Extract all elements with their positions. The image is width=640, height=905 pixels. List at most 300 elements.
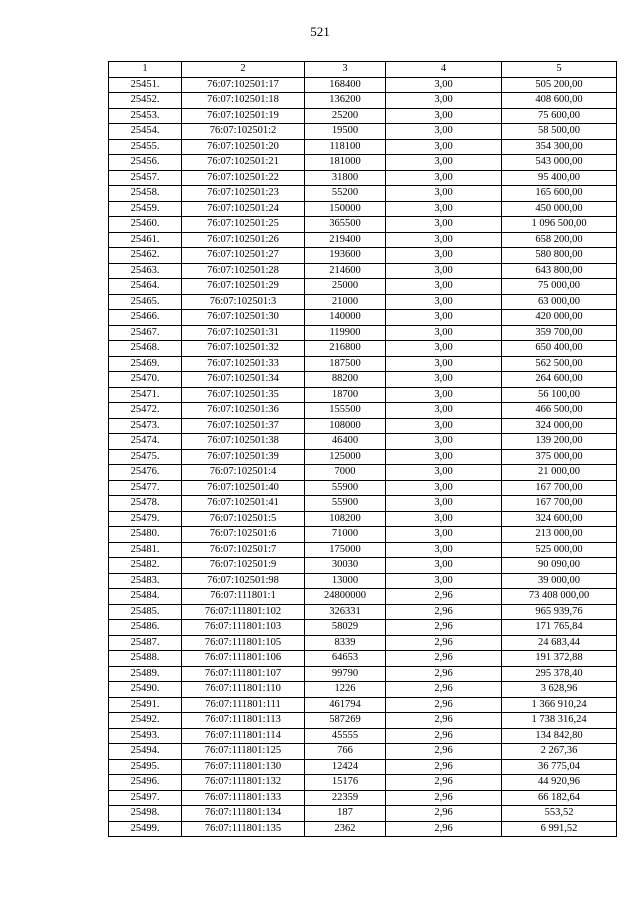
area-cell: 168400 [305, 77, 386, 93]
rate-cell: 3,00 [386, 372, 502, 388]
rate-cell: 2,96 [386, 759, 502, 775]
amount-cell: 213 000,00 [502, 527, 617, 543]
table-row [109, 93, 617, 109]
column-header-3: 3 [305, 62, 386, 78]
rate-cell: 3,00 [386, 341, 502, 357]
cadastral-number-cell: 76:07:102501:3 [182, 294, 305, 310]
table-row [109, 201, 617, 217]
area-cell: 108000 [305, 418, 386, 434]
row-number-cell: 25472. [109, 403, 182, 419]
rate-cell: 3,00 [386, 310, 502, 326]
table-row [109, 806, 617, 822]
rate-cell: 3,00 [386, 387, 502, 403]
table-row [109, 511, 617, 527]
table-row [109, 434, 617, 450]
rate-cell: 3,00 [386, 217, 502, 233]
area-cell: 21000 [305, 294, 386, 310]
row-number-cell: 25486. [109, 620, 182, 636]
row-number-cell: 25483. [109, 573, 182, 589]
amount-cell: 354 300,00 [502, 139, 617, 155]
row-number-cell: 25467. [109, 325, 182, 341]
cadastral-number-cell: 76:07:111801:130 [182, 759, 305, 775]
area-cell: 150000 [305, 201, 386, 217]
rate-cell: 3,00 [386, 186, 502, 202]
amount-cell: 562 500,00 [502, 356, 617, 372]
amount-cell: 66 182,64 [502, 790, 617, 806]
cadastral-number-cell: 76:07:102501:24 [182, 201, 305, 217]
table-row [109, 744, 617, 760]
table-row [109, 496, 617, 512]
amount-cell: 63 000,00 [502, 294, 617, 310]
cadastral-number-cell: 76:07:111801:107 [182, 666, 305, 682]
amount-cell: 24 683,44 [502, 635, 617, 651]
cadastral-number-cell: 76:07:102501:36 [182, 403, 305, 419]
row-number-cell: 25473. [109, 418, 182, 434]
table-row [109, 589, 617, 605]
row-number-cell: 25481. [109, 542, 182, 558]
cadastral-number-cell: 76:07:102501:4 [182, 465, 305, 481]
amount-cell: 36 775,04 [502, 759, 617, 775]
table-row [109, 775, 617, 791]
table-row [109, 480, 617, 496]
row-number-cell: 25459. [109, 201, 182, 217]
table-row [109, 620, 617, 636]
rate-cell: 2,96 [386, 821, 502, 837]
table-row [109, 418, 617, 434]
cadastral-number-cell: 76:07:102501:27 [182, 248, 305, 264]
table-row [109, 170, 617, 186]
row-number-cell: 25453. [109, 108, 182, 124]
row-number-cell: 25464. [109, 279, 182, 295]
cadastral-number-cell: 76:07:102501:32 [182, 341, 305, 357]
rate-cell: 3,00 [386, 542, 502, 558]
rate-cell: 3,00 [386, 248, 502, 264]
amount-cell: 466 500,00 [502, 403, 617, 419]
table-row [109, 310, 617, 326]
cadastral-number-cell: 76:07:111801:133 [182, 790, 305, 806]
area-cell: 19500 [305, 124, 386, 140]
amount-cell: 1 366 910,24 [502, 697, 617, 713]
table-row [109, 604, 617, 620]
row-number-cell: 25489. [109, 666, 182, 682]
table-row [109, 666, 617, 682]
cadastral-number-cell: 76:07:111801:110 [182, 682, 305, 698]
amount-cell: 324 600,00 [502, 511, 617, 527]
cadastral-number-cell: 76:07:111801:105 [182, 635, 305, 651]
row-number-cell: 25458. [109, 186, 182, 202]
table-row [109, 387, 617, 403]
amount-cell: 39 000,00 [502, 573, 617, 589]
column-header-2: 2 [182, 62, 305, 78]
cadastral-number-cell: 76:07:111801:134 [182, 806, 305, 822]
cadastral-number-cell: 76:07:102501:22 [182, 170, 305, 186]
rate-cell: 2,96 [386, 589, 502, 605]
area-cell: 155500 [305, 403, 386, 419]
amount-cell: 167 700,00 [502, 480, 617, 496]
rate-cell: 2,96 [386, 713, 502, 729]
area-cell: 216800 [305, 341, 386, 357]
cadastral-number-cell: 76:07:111801:125 [182, 744, 305, 760]
amount-cell: 6 991,52 [502, 821, 617, 837]
row-number-cell: 25495. [109, 759, 182, 775]
area-cell: 58029 [305, 620, 386, 636]
rate-cell: 3,00 [386, 155, 502, 171]
rate-cell: 3,00 [386, 573, 502, 589]
area-cell: 99790 [305, 666, 386, 682]
area-cell: 766 [305, 744, 386, 760]
row-number-cell: 25482. [109, 558, 182, 574]
amount-cell: 58 500,00 [502, 124, 617, 140]
table-row [109, 341, 617, 357]
row-number-cell: 25480. [109, 527, 182, 543]
row-number-cell: 25457. [109, 170, 182, 186]
rate-cell: 3,00 [386, 558, 502, 574]
row-number-cell: 25487. [109, 635, 182, 651]
table-row [109, 635, 617, 651]
table-row [109, 263, 617, 279]
rate-cell: 3,00 [386, 232, 502, 248]
area-cell: 30030 [305, 558, 386, 574]
row-number-cell: 25470. [109, 372, 182, 388]
amount-cell: 95 400,00 [502, 170, 617, 186]
cadastral-number-cell: 76:07:111801:132 [182, 775, 305, 791]
area-cell: 25200 [305, 108, 386, 124]
row-number-cell: 25455. [109, 139, 182, 155]
amount-cell: 1 096 500,00 [502, 217, 617, 233]
amount-cell: 2 267,36 [502, 744, 617, 760]
row-number-cell: 25469. [109, 356, 182, 372]
area-cell: 45555 [305, 728, 386, 744]
data-table [108, 61, 617, 837]
cadastral-number-cell: 76:07:111801:106 [182, 651, 305, 667]
amount-cell: 408 600,00 [502, 93, 617, 109]
rate-cell: 3,00 [386, 356, 502, 372]
cadastral-number-cell: 76:07:102501:9 [182, 558, 305, 574]
area-cell: 461794 [305, 697, 386, 713]
cadastral-number-cell: 76:07:102501:41 [182, 496, 305, 512]
table-row [109, 449, 617, 465]
row-number-cell: 25474. [109, 434, 182, 450]
rate-cell: 2,96 [386, 790, 502, 806]
cadastral-number-cell: 76:07:102501:35 [182, 387, 305, 403]
row-number-cell: 25499. [109, 821, 182, 837]
table-row [109, 465, 617, 481]
row-number-cell: 25491. [109, 697, 182, 713]
area-cell: 214600 [305, 263, 386, 279]
amount-cell: 1 738 316,24 [502, 713, 617, 729]
page-number: 521 [310, 24, 330, 39]
cadastral-number-cell: 76:07:111801:103 [182, 620, 305, 636]
row-number-cell: 25452. [109, 93, 182, 109]
row-number-cell: 25468. [109, 341, 182, 357]
amount-cell: 21 000,00 [502, 465, 617, 481]
amount-cell: 139 200,00 [502, 434, 617, 450]
rate-cell: 3,00 [386, 434, 502, 450]
amount-cell: 191 372,88 [502, 651, 617, 667]
cadastral-number-cell: 76:07:102501:23 [182, 186, 305, 202]
area-cell: 55200 [305, 186, 386, 202]
rate-cell: 3,00 [386, 511, 502, 527]
cadastral-number-cell: 76:07:102501:25 [182, 217, 305, 233]
amount-cell: 553,52 [502, 806, 617, 822]
table-row [109, 155, 617, 171]
area-cell: 2362 [305, 821, 386, 837]
rate-cell: 2,96 [386, 775, 502, 791]
area-cell: 24800000 [305, 589, 386, 605]
cadastral-number-cell: 76:07:102501:98 [182, 573, 305, 589]
row-number-cell: 25485. [109, 604, 182, 620]
amount-cell: 543 000,00 [502, 155, 617, 171]
rate-cell: 2,96 [386, 604, 502, 620]
table-row [109, 790, 617, 806]
rate-cell: 2,96 [386, 651, 502, 667]
row-number-cell: 25493. [109, 728, 182, 744]
rate-cell: 2,96 [386, 682, 502, 698]
rate-cell: 3,00 [386, 170, 502, 186]
table-row [109, 821, 617, 837]
row-number-cell: 25477. [109, 480, 182, 496]
cadastral-number-cell: 76:07:102501:29 [182, 279, 305, 295]
area-cell: 22359 [305, 790, 386, 806]
cadastral-number-cell: 76:07:111801:114 [182, 728, 305, 744]
table-row [109, 108, 617, 124]
row-number-cell: 25465. [109, 294, 182, 310]
amount-cell: 324 000,00 [502, 418, 617, 434]
row-number-cell: 25461. [109, 232, 182, 248]
row-number-cell: 25488. [109, 651, 182, 667]
area-cell: 71000 [305, 527, 386, 543]
amount-cell: 650 400,00 [502, 341, 617, 357]
amount-cell: 75 600,00 [502, 108, 617, 124]
rate-cell: 2,96 [386, 697, 502, 713]
amount-cell: 580 800,00 [502, 248, 617, 264]
area-cell: 140000 [305, 310, 386, 326]
cadastral-number-cell: 76:07:111801:1 [182, 589, 305, 605]
rate-cell: 3,00 [386, 294, 502, 310]
rate-cell: 2,96 [386, 635, 502, 651]
area-cell: 7000 [305, 465, 386, 481]
rate-cell: 2,96 [386, 620, 502, 636]
cadastral-number-cell: 76:07:111801:111 [182, 697, 305, 713]
amount-cell: 171 765,84 [502, 620, 617, 636]
row-number-cell: 25494. [109, 744, 182, 760]
cadastral-number-cell: 76:07:102501:34 [182, 372, 305, 388]
cadastral-number-cell: 76:07:102501:2 [182, 124, 305, 140]
row-number-cell: 25462. [109, 248, 182, 264]
amount-cell: 525 000,00 [502, 542, 617, 558]
table-row [109, 139, 617, 155]
table-row [109, 713, 617, 729]
cadastral-number-cell: 76:07:102501:20 [182, 139, 305, 155]
row-number-cell: 25466. [109, 310, 182, 326]
amount-cell: 375 000,00 [502, 449, 617, 465]
cadastral-number-cell: 76:07:102501:21 [182, 155, 305, 171]
row-number-cell: 25484. [109, 589, 182, 605]
cadastral-number-cell: 76:07:102501:28 [182, 263, 305, 279]
rate-cell: 3,00 [386, 527, 502, 543]
cadastral-number-cell: 76:07:102501:17 [182, 77, 305, 93]
row-number-cell: 25497. [109, 790, 182, 806]
rate-cell: 2,96 [386, 728, 502, 744]
amount-cell: 295 378,40 [502, 666, 617, 682]
cadastral-number-cell: 76:07:102501:26 [182, 232, 305, 248]
table-row [109, 77, 617, 93]
area-cell: 187500 [305, 356, 386, 372]
amount-cell: 450 000,00 [502, 201, 617, 217]
row-number-cell: 25476. [109, 465, 182, 481]
table-row [109, 542, 617, 558]
amount-cell: 3 628,96 [502, 682, 617, 698]
area-cell: 8339 [305, 635, 386, 651]
amount-cell: 264 600,00 [502, 372, 617, 388]
rate-cell: 3,00 [386, 139, 502, 155]
area-cell: 108200 [305, 511, 386, 527]
table-row [109, 759, 617, 775]
rate-cell: 3,00 [386, 279, 502, 295]
table-row [109, 325, 617, 341]
rate-cell: 3,00 [386, 201, 502, 217]
cadastral-number-cell: 76:07:102501:18 [182, 93, 305, 109]
amount-cell: 44 920,96 [502, 775, 617, 791]
table-row [109, 651, 617, 667]
area-cell: 193600 [305, 248, 386, 264]
area-cell: 326331 [305, 604, 386, 620]
cadastral-number-cell: 76:07:102501:40 [182, 480, 305, 496]
rate-cell: 3,00 [386, 108, 502, 124]
area-cell: 136200 [305, 93, 386, 109]
row-number-cell: 25490. [109, 682, 182, 698]
row-number-cell: 25475. [109, 449, 182, 465]
area-cell: 181000 [305, 155, 386, 171]
cadastral-number-cell: 76:07:111801:102 [182, 604, 305, 620]
table-row [109, 573, 617, 589]
area-cell: 118100 [305, 139, 386, 155]
area-cell: 587269 [305, 713, 386, 729]
area-cell: 175000 [305, 542, 386, 558]
amount-cell: 643 800,00 [502, 263, 617, 279]
cadastral-number-cell: 76:07:102501:19 [182, 108, 305, 124]
amount-cell: 90 090,00 [502, 558, 617, 574]
cadastral-number-cell: 76:07:102501:6 [182, 527, 305, 543]
amount-cell: 359 700,00 [502, 325, 617, 341]
table-row [109, 217, 617, 233]
rate-cell: 3,00 [386, 325, 502, 341]
row-number-cell: 25492. [109, 713, 182, 729]
area-cell: 1226 [305, 682, 386, 698]
rate-cell: 3,00 [386, 124, 502, 140]
cadastral-number-cell: 76:07:111801:135 [182, 821, 305, 837]
rate-cell: 3,00 [386, 93, 502, 109]
amount-cell: 505 200,00 [502, 77, 617, 93]
table-row [109, 248, 617, 264]
cadastral-number-cell: 76:07:111801:113 [182, 713, 305, 729]
table-row [109, 124, 617, 140]
row-number-cell: 25478. [109, 496, 182, 512]
cadastral-number-cell: 76:07:102501:33 [182, 356, 305, 372]
table-body [109, 77, 617, 837]
rate-cell: 2,96 [386, 744, 502, 760]
amount-cell: 165 600,00 [502, 186, 617, 202]
table-row [109, 279, 617, 295]
cadastral-number-cell: 76:07:102501:30 [182, 310, 305, 326]
area-cell: 18700 [305, 387, 386, 403]
row-number-cell: 25496. [109, 775, 182, 791]
amount-cell: 134 842,80 [502, 728, 617, 744]
table-row [109, 728, 617, 744]
amount-cell: 75 000,00 [502, 279, 617, 295]
row-number-cell: 25479. [109, 511, 182, 527]
column-header-5: 5 [502, 62, 617, 78]
amount-cell: 167 700,00 [502, 496, 617, 512]
area-cell: 125000 [305, 449, 386, 465]
rate-cell: 3,00 [386, 403, 502, 419]
table-row [109, 232, 617, 248]
rate-cell: 3,00 [386, 496, 502, 512]
area-cell: 12424 [305, 759, 386, 775]
rate-cell: 3,00 [386, 77, 502, 93]
table-row [109, 356, 617, 372]
rate-cell: 3,00 [386, 418, 502, 434]
row-number-cell: 25456. [109, 155, 182, 171]
table-row [109, 682, 617, 698]
table-row [109, 558, 617, 574]
cadastral-number-cell: 76:07:102501:38 [182, 434, 305, 450]
row-number-cell: 25463. [109, 263, 182, 279]
cadastral-number-cell: 76:07:102501:7 [182, 542, 305, 558]
rate-cell: 3,00 [386, 263, 502, 279]
cadastral-number-cell: 76:07:102501:39 [182, 449, 305, 465]
area-cell: 46400 [305, 434, 386, 450]
row-number-cell: 25471. [109, 387, 182, 403]
cadastral-number-cell: 76:07:102501:31 [182, 325, 305, 341]
amount-cell: 658 200,00 [502, 232, 617, 248]
amount-cell: 56 100,00 [502, 387, 617, 403]
area-cell: 88200 [305, 372, 386, 388]
row-number-cell: 25498. [109, 806, 182, 822]
column-header-4: 4 [386, 62, 502, 78]
amount-cell: 73 408 000,00 [502, 589, 617, 605]
table-row [109, 527, 617, 543]
area-cell: 31800 [305, 170, 386, 186]
area-cell: 187 [305, 806, 386, 822]
row-number-cell: 25460. [109, 217, 182, 233]
cadastral-number-cell: 76:07:102501:5 [182, 511, 305, 527]
table-row [109, 697, 617, 713]
area-cell: 64653 [305, 651, 386, 667]
row-number-cell: 25451. [109, 77, 182, 93]
rate-cell: 3,00 [386, 465, 502, 481]
table-row [109, 294, 617, 310]
table-row [109, 403, 617, 419]
table-row [109, 186, 617, 202]
rate-cell: 2,96 [386, 666, 502, 682]
rate-cell: 3,00 [386, 480, 502, 496]
area-cell: 119900 [305, 325, 386, 341]
rate-cell: 3,00 [386, 449, 502, 465]
amount-cell: 420 000,00 [502, 310, 617, 326]
area-cell: 55900 [305, 496, 386, 512]
area-cell: 13000 [305, 573, 386, 589]
row-number-cell: 25454. [109, 124, 182, 140]
area-cell: 55900 [305, 480, 386, 496]
rate-cell: 2,96 [386, 806, 502, 822]
amount-cell: 965 939,76 [502, 604, 617, 620]
table-row [109, 372, 617, 388]
area-cell: 25000 [305, 279, 386, 295]
table-header-row [109, 62, 617, 78]
column-header-1: 1 [109, 62, 182, 78]
cadastral-number-cell: 76:07:102501:37 [182, 418, 305, 434]
